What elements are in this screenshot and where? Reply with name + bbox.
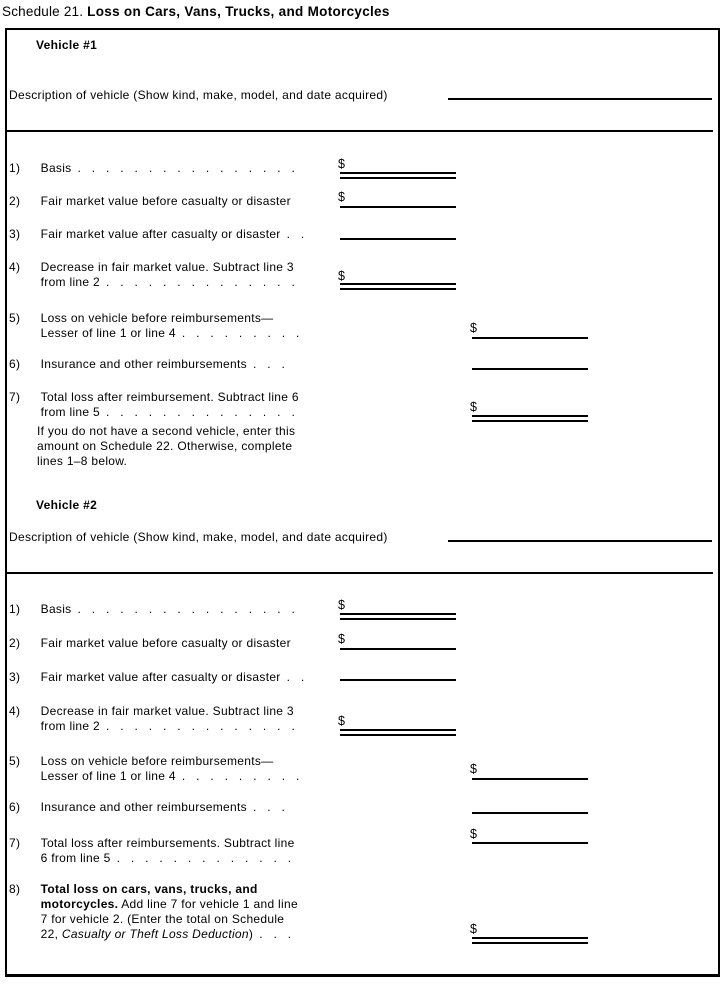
v2-line-1 — [9, 602, 295, 617]
v2-line-3 — [9, 670, 305, 685]
label-text: Fair market value after casualty or disaster — [40, 670, 281, 684]
line-number: 3) — [9, 670, 21, 684]
dot-leaders: . . . . . . . . . . . . . . — [105, 405, 296, 419]
line-number: 5) — [9, 311, 21, 325]
v1-line2-amount-entry[interactable] — [340, 206, 456, 208]
schedule-title: Loss on Cars, Vans, Trucks, and Motorcycles — [87, 4, 390, 19]
label-text: 7 for vehicle 2. (Enter the total on Schedule — [40, 912, 285, 926]
label-text: Decrease in fair market value. Subtract line 3 — [40, 260, 294, 274]
dot-leaders: . . — [286, 227, 305, 241]
dot-leaders: . . . . . . . . . . . . . . . . — [77, 602, 296, 616]
dollar-sign: $ — [338, 269, 345, 283]
v1-line5-amount-entry[interactable] — [472, 337, 588, 339]
dollar-sign: $ — [470, 922, 477, 936]
label-text: Loss on vehicle before reimbursements— — [40, 311, 274, 325]
label-text-bold: motorcycles. — [40, 897, 119, 911]
v2-line7-amount-entry[interactable] — [472, 842, 588, 844]
label-text: from line 5 — [40, 405, 100, 419]
vehicle1-description-entry-line[interactable] — [448, 98, 712, 100]
label-text: Decrease in fair market value. Subtract line 3 — [40, 704, 294, 718]
line-number: 3) — [9, 227, 21, 241]
v1-line-3 — [9, 227, 305, 242]
dollar-sign: $ — [470, 400, 477, 414]
label-text: 22, — [40, 927, 62, 941]
vehicle2-description-label: Description of vehicle (Show kind, make, model, and date acquired) — [9, 530, 388, 544]
line-label — [41, 800, 285, 815]
v1-line7-note — [37, 424, 295, 469]
dot-leaders: . . . . . . . . . . . . . . . . — [77, 161, 296, 175]
dot-leaders: . . . — [252, 357, 286, 371]
v2-line2-amount-entry[interactable] — [340, 648, 456, 650]
dollar-sign: $ — [470, 762, 477, 776]
v2-line6-amount-entry[interactable] — [472, 812, 588, 814]
dot-leaders: . . . — [259, 927, 292, 941]
label-text: Basis — [40, 161, 72, 175]
line-number: 4) — [9, 704, 21, 718]
dollar-sign: $ — [338, 714, 345, 728]
label-text: Lesser of line 1 or line 4 — [40, 326, 176, 340]
line-label — [41, 754, 300, 784]
line-label — [41, 670, 305, 685]
vehicle1-description-label: Description of vehicle (Show kind, make, model, and date acquired) — [9, 88, 388, 102]
dot-leaders: . . . — [252, 800, 286, 814]
line-label — [41, 836, 295, 866]
vehicle2-heading: Vehicle #2 — [36, 498, 98, 512]
label-text: Add line 7 for vehicle 1 and line — [118, 897, 298, 911]
line-label — [41, 311, 300, 341]
label-text — [41, 882, 298, 897]
v1-line-4 — [9, 260, 295, 290]
note-text: amount on Schedule 22. Otherwise, complete — [37, 439, 293, 453]
v2-line3-amount-entry[interactable] — [340, 679, 456, 681]
line-number: 1) — [9, 602, 21, 616]
dot-leaders: . . . . . . . . . — [181, 769, 300, 783]
dollar-sign: $ — [338, 632, 345, 646]
label-text — [41, 927, 298, 942]
label-text — [41, 405, 299, 420]
label-text: from line 2 — [40, 275, 100, 289]
note-text: If you do not have a second vehicle, enter this — [37, 424, 296, 438]
dot-leaders: . . . . . . . . . . . . . . — [105, 275, 296, 289]
v2-line-2 — [9, 636, 291, 651]
label-text — [41, 326, 300, 341]
v1-line-6 — [9, 357, 285, 372]
label-text: Loss on vehicle before reimbursements— — [40, 754, 274, 768]
line-label — [41, 161, 296, 176]
label-text: Fair market value before casualty or disaster — [40, 194, 291, 208]
line-number: 7) — [9, 836, 21, 850]
label-text — [41, 897, 298, 912]
vehicle1-heading: Vehicle #1 — [36, 38, 98, 52]
page-title — [2, 4, 390, 19]
v1-line1-amount-entry[interactable] — [340, 172, 456, 179]
line-number: 2) — [9, 636, 21, 650]
line-number: 7) — [9, 390, 21, 404]
vehicle2-description-entry-line[interactable] — [448, 540, 712, 542]
vehicle2-section-rule — [7, 572, 713, 574]
dollar-sign: $ — [470, 321, 477, 335]
v1-line-7 — [9, 390, 299, 420]
line-label — [41, 227, 305, 242]
label-text-italic: Casualty or Theft Loss Deduction — [61, 927, 249, 941]
v1-line7-amount-entry[interactable] — [472, 415, 588, 422]
v2-line4-amount-entry[interactable] — [340, 729, 456, 736]
line-label — [41, 194, 291, 209]
line-number: 8) — [9, 882, 21, 896]
label-text: Lesser of line 1 or line 4 — [40, 769, 176, 783]
v2-line-6 — [9, 800, 285, 815]
label-text: Total loss after reimbursements. Subtract line — [40, 836, 295, 850]
label-text: from line 2 — [40, 719, 100, 733]
line-number: 4) — [9, 260, 21, 274]
v2-line5-amount-entry[interactable] — [472, 778, 588, 780]
dot-leaders: . . . . . . . . . — [181, 326, 300, 340]
v1-line-1 — [9, 161, 295, 176]
line-number: 1) — [9, 161, 21, 175]
line-label — [41, 704, 295, 734]
label-text-bold: Total loss on cars, vans, trucks, and — [40, 882, 258, 896]
label-text — [41, 275, 295, 290]
line-label — [41, 357, 285, 372]
line-label — [41, 390, 299, 420]
label-text: Insurance and other reimbursements — [40, 800, 247, 814]
dollar-sign: $ — [338, 598, 345, 612]
v2-line-8 — [9, 882, 298, 942]
schedule-number: Schedule 21. — [2, 4, 84, 19]
line-label — [41, 260, 295, 290]
vehicle1-section-rule — [7, 130, 713, 132]
v2-line-7 — [9, 836, 295, 866]
label-text: 6 from line 5 — [40, 851, 111, 865]
dot-leaders: . . — [286, 670, 305, 684]
dot-leaders: . . . . . . . . . . . . . . — [105, 719, 296, 733]
label-text: Total loss after reimbursement. Subtract line 6 — [40, 390, 299, 404]
v2-line8-amount-entry[interactable] — [472, 937, 588, 944]
line-number: 6) — [9, 800, 21, 814]
label-text — [41, 719, 295, 734]
v1-line6-amount-entry[interactable] — [472, 368, 588, 370]
line-number: 2) — [9, 194, 21, 208]
v1-line-5 — [9, 311, 300, 341]
line-number: 5) — [9, 754, 21, 768]
label-text: Basis — [40, 602, 72, 616]
v1-line3-amount-entry[interactable] — [340, 238, 456, 240]
v2-line-5 — [9, 754, 300, 784]
v2-line1-amount-entry[interactable] — [340, 613, 456, 620]
v1-line4-amount-entry[interactable] — [340, 283, 456, 290]
line-label — [41, 636, 291, 651]
v1-line-2 — [9, 194, 291, 209]
dot-leaders: . . . . . . . . . . . . . — [116, 851, 292, 865]
label-text: Fair market value after casualty or disaster — [40, 227, 281, 241]
label-text — [41, 769, 300, 784]
v2-line-4 — [9, 704, 295, 734]
dollar-sign: $ — [338, 190, 345, 204]
line-label — [41, 882, 298, 942]
label-text: ) — [248, 927, 254, 941]
label-text: Fair market value before casualty or disaster — [40, 636, 291, 650]
dollar-sign: $ — [470, 827, 477, 841]
label-text — [41, 851, 295, 866]
line-label — [41, 602, 296, 617]
note-text: lines 1–8 below. — [37, 454, 128, 468]
label-text: Insurance and other reimbursements — [40, 357, 247, 371]
dollar-sign: $ — [338, 157, 345, 171]
line-number: 6) — [9, 357, 21, 371]
